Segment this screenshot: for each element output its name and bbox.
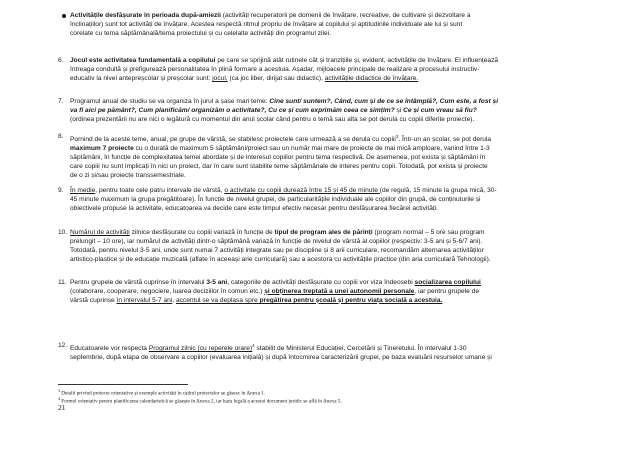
paragraph-10: Numărul de activități zilnice desfășurate cu copiii variază în funcție de tipul de program ales de părinți (program normal – 5 ore sau program prelungit – 10 ore), iar numărul de activități dintr-o săptămână variază în funcție de nivelul de vârstă al copiilor (respectiv: 3-5 ani și 5-6/7 ani). Totodată, pentru nivelul 3-5 ani, unde sunt numai 7 activități integrate sau pe discipline și 8 arii curriculare, recomandăm alternarea activităților artistico-plastice și de educație muzicală (aflate în aceeași arie curriculară) sau a acestora cu activitățile practice (din aria curriculară Tehnologii). [70, 229, 491, 263]
footnote-3: $^3$ Detalii privind proiecte orientative și exemple activități în cadrul proiectelor se găsesc în Anexa 1. [58, 388, 266, 397]
footnote-4: $^4$ Formul orientativ pentru planificarea calendaristică se găsește în Anexa 2, iar baza legală a acestui document juridic se află în Anexa 5. [58, 396, 342, 405]
item-number-6: 6. [58, 57, 64, 64]
footnote-ref-4: 4 [252, 343, 255, 348]
paragraph-afternoon-activities: Activitățile desfășurate în perioada după-amiezii (activități recuperatorii pe domenii de învățare, recreative, de cultivare și dezvoltare a înclinațiilor) sunt tot activități de învățare. Acestea respectă ritmul propriu de învățare al copilului și aptitudinile individuale ale lui și sunt corelate cu tema săptămânală/tema proiectului și cu celelalte activități din programul zilei. [70, 12, 471, 37]
paragraph-12: Educatoarele vor respecta Programul zilnic (cu reperele orare)$^4$ stabilit de Ministerul Educației, Cercetării și Tineretului. În intervalul 1-30 septembrie, după etapa de observare a copiilor (evaluarea inițială) și după întocmirea caracterizării grupei, pe baza evaluării resurselor umane și [70, 343, 492, 362]
item-number-8: 8. [58, 133, 64, 140]
item-number-9: 9. [58, 187, 64, 194]
paragraph-9: În medie, pentru toate cele patru intervale de vârstă, o activitate cu copiii durează între 15 și 45 de minute (de regulă, 15 minute la grupa mică, 30- 45 minute maximum la grupa pregătitoare). În funcție de nivelul grupei, de particularitățile individuale ale copiilor din grupă, de conținuturile și obiectivele propuse la activitate, educatoarea va decide care este timpul efectiv necesar pentru desfășurarea fiecărei activități. [70, 187, 497, 212]
item-number-11: 11. [58, 279, 67, 286]
item-number-10: 10. [58, 229, 68, 236]
paragraph-6: Jocul este activitatea fundamentală a copilului pe care se sprijină atât rutinele cât și tranzițiile și, evident, activitățile de învățare. El influențează întreaga conduită și prefigurează personalitatea în plină formare a acestuia. Așadar, mijloacele principale de realizare a procesului instructiv- educativ la nivel antepreșcolar și preșcolar sunt: jocul, (ca joc liber, dirijat sau didactic), activitățile didactice de învățare. [70, 57, 499, 82]
item-number-12: 12. [58, 342, 68, 349]
paragraph-11: Pentru grupele de vârstă cuprinse în intervalul 3-5 ani, categoriile de activități desfășurate cu copiii vor viza îndeosebi socializarea copilului (colaborare, cooperare, negociere, luarea deciziilor în comun etc.) și obținerea treptată a unei autonomii personale, iar pentru grupele de vârstă cuprinse în intervalul 5-7 ani, accentul se va deplasa spre pregătirea pentru școală și pentru viața socială a acestuia. [70, 279, 481, 304]
footnote-ref-3: 3 [395, 134, 399, 139]
item-number-7: 7. [58, 98, 64, 105]
bullet-icon [62, 14, 66, 18]
paragraph-7: Programul anual de studiu se va organiza în jurul a șase mari teme: Cine sunt/ suntem?, Când, cum și de ce se întâmplă?, Cum este, a fost și va fi aici pe pământ?, Cum planificăm/ organizăm o activitate?, Cu ce și cum exprimăm ceea ce simțim? și Ce și cum vreau să fiu? (ordinea prezentării nu are nici o legătură cu momentul din anul școlar când pentru o temă sau alta se pot derula cu copiii diferite proiecte). [70, 98, 499, 123]
paragraph-8: Pornind de la aceste teme, anual, pe grupe de vârstă, se stabilesc proiectele care urmează a se derula cu copiii$^3$. Într-un an școlar, se pot derula maximum 7 proiecte cu o durată de maximum 5 săptămâni/proiect sau un număr mai mare de proiecte de mai mică amploare, variind între 1-3 săptămâni, în funcție de complexitatea temei abordate și de interesul copiilor pentru tema respectivă. De asemenea, pot exista și săptămâni în care copiii nu sunt implicați în nici un proiect, dar în care sunt stabilite teme săptămânale de interes pentru copii. Totodată, pot exista și proiecte de o zi și/sau proiecte transsemestriale. [70, 134, 492, 180]
footnote-divider [58, 384, 188, 385]
page-number: 21 [58, 403, 66, 412]
